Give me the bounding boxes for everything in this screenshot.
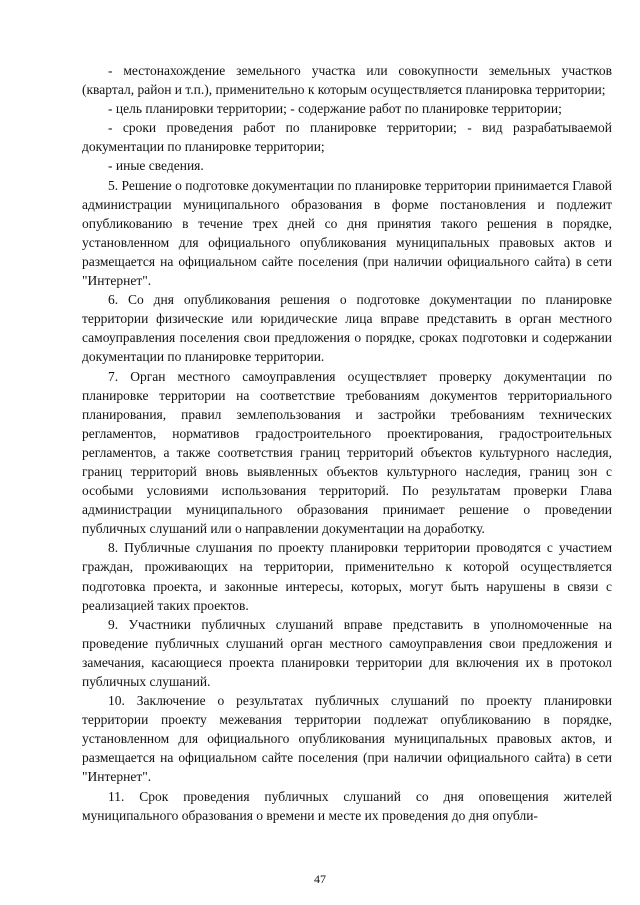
paragraph-terms-item: - сроки проведения работ по планировке территории; - вид разрабатываемой документации по планировке территории; [82, 120, 612, 155]
paragraph-location-item: - местонахождение земельного участка или совокупности земельных участков (квартал, район и т.п.), применительно к которым осуществляется планировка территории; [82, 63, 612, 98]
paragraph-11: 11. Срок проведения публичных слушаний со дня оповещения жителей муниципального образования о времени и месте их проведения до дня опубли- [82, 788, 612, 823]
paragraph-5: 5. Решение о подготовке документации по планировке территории принимается Главой администрации муниципального образования в форме постановления и подлежит опубликованию в течение трех дней со дня принятия такого решения в порядке, установленном для официального опубликования муниципальных правовых актов и размещается на официальном сайте поселения (при наличии официального сайта) в сети "Интернет". [82, 177, 612, 289]
paragraph-7: 7. Орган местного самоуправления осуществляет проверку документации по планировке территории на соответствие требованиям документов территориального планирования, правил землепользования и застройки требованиям технических регламентов, нормативов градостроительного проектирования, градостроительных регламентов, а также соответствия границ территорий объектов культурного наследия, границ территорий вновь выявленных объектов культурного наследия, границ зон с особыми условиями использования территорий. По результатам проверки Глава администрации муниципального образования принимает решение о проведении публичных слушаний или о направлении документации на доработку. [82, 368, 612, 537]
paragraph-8: 8. Публичные слушания по проекту планировки территории проводятся с участием граждан, проживающих на территории, применительно к которой осуществляется подготовка проекта, и законные интересы, которых, могут быть нарушены в связи с реализацией таких проектов. [82, 540, 612, 613]
paragraph-purpose-item: - цель планировки территории; - содержание работ по планировке территории; [108, 101, 562, 117]
paragraph-10: 10. Заключение о результатах публичных слушаний по проекту планировки территории проекту межевания территории подлежат опубликованию в порядке, установленном для официального опубликования муниципальных правовых актов, и размещается на официальном сайте поселения (при наличии официального сайта) в сети "Интернет". [82, 693, 612, 785]
paragraph-9: 9. Участники публичных слушаний вправе представить в уполномоченные на проведение публичных слушаний орган местного самоуправления свои предложения и замечания, касающиеся проекта планировки территории для включения их в протокол публичных слушаний. [82, 616, 612, 689]
paragraph-6: 6. Со дня опубликования решения о подготовке документации по планировке территории физические или юридические лица вправе представить в орган местного самоуправления поселения свои предложения о порядке, сроках подготовки и содержании документации по планировке территории. [82, 292, 612, 365]
document-body [82, 61, 612, 825]
page-number: 47 [314, 872, 326, 886]
paragraph-other-item: - иные сведения. [108, 158, 204, 174]
